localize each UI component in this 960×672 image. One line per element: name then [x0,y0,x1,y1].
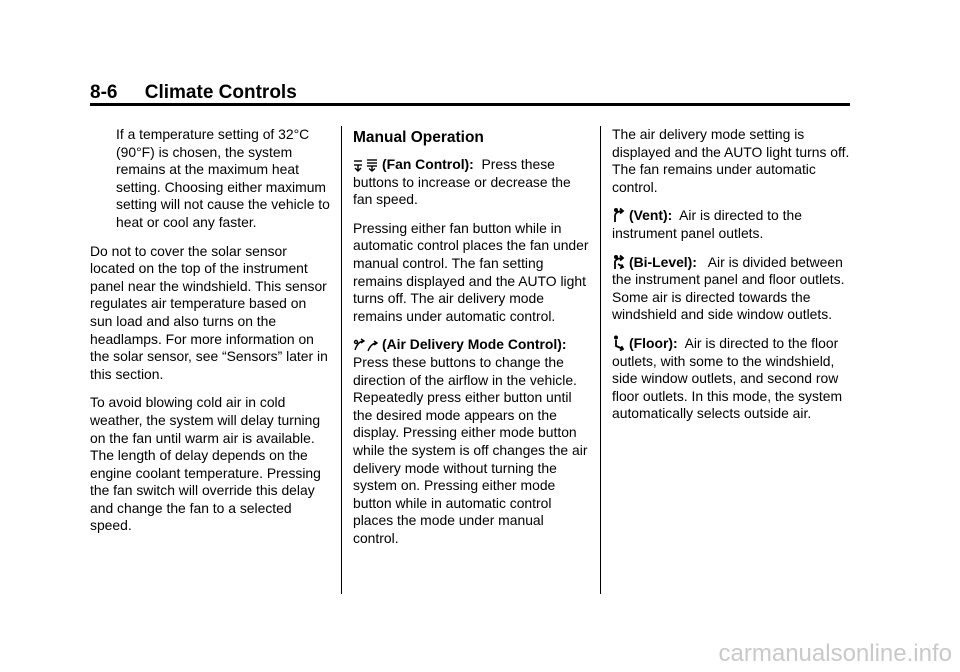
paragraph-fan-manual: Pressing either fan button while in automatic control places the fan under manual control. The fan setting remains displayed and the AUTO light turns off. The air delivery mode remains under automatic control. [353,219,589,324]
paragraph-solar-sensor: Do not to cover the solar sensor located on the top of the instrument panel near the windshield. This sensor regulates air temperature based on sun load and also turns on the headlamps. For more information on the solar sensor, see “Sensors” later in this section. [90,242,328,382]
bi-level-mode-icon [612,254,626,270]
floor-mode-icon [612,335,626,351]
bi-level-text: Air is divided between the instrument panel and floor outlets. Some air is directed towards the windshield and side window outlets. [612,253,845,323]
section-title-manual-operation: Manual Operation [353,129,484,146]
column-1 [90,126,330,546]
air-delivery-mode-icon [353,338,379,352]
paragraph-vent [612,207,852,242]
column-2 [353,126,589,558]
vent-term: (Vent): [629,207,673,224]
column-divider [600,126,601,594]
watermark: carmanualsonline.info [718,640,952,667]
column-divider [341,126,342,594]
paragraph-temperature-setting: If a temperature setting of 32°C (90°F) is chosen, the system remains at the maximum heat setting. Choosing either maximum setting will not cause the vehicle to heat or cool any faster. [116,126,330,230]
vent-text: Air is directed to the instrument panel outlets. [612,207,802,241]
paragraph-cold-air-delay: To avoid blowing cold air in cold weather, the system will delay turning on the fan until warm air is available. The length of delay depends on the engine coolant temperature. Pressing the fan switch will override this delay and change the fan to a selected speed. [90,394,321,534]
air-delivery-mode-text: Press these buttons to change the direction of the airflow in the vehicle. Repeatedly press either button until the desired mode appears on the display. Pressing either mode button while the system is off changes the air delivery mode without turning the system on. Pressing either mode button while in automatic control places the mode under manual control. [353,353,588,546]
paragraph-floor [612,335,852,423]
floor-text: Air is directed to the floor outlets, with some to the windshield, side window outlets, and second row floor outlets. In this mode, the system automatically selects outside air. [612,334,843,422]
vent-mode-icon [612,207,626,223]
paragraph-fan-control [353,156,589,209]
page-number: 8-6 [90,82,118,103]
floor-term: (Floor): [629,334,678,351]
column-3 [612,126,852,434]
paragraph-bi-level [612,254,852,324]
fan-control-term: (Fan Control): [382,156,474,172]
fan-icon [353,158,379,172]
paragraph-mode-setting-displayed: The air delivery mode setting is displayed and the AUTO light turns off. The fan remains under automatic control. [612,126,850,195]
fan-control-text: Press these buttons to increase or decrease the fan speed. [353,156,571,208]
air-delivery-mode-term: (Air Delivery Mode Control): [382,336,567,353]
chapter-title: Climate Controls [144,82,297,103]
paragraph-air-delivery-mode [353,336,589,547]
bi-level-term: (Bi-Level): [629,253,697,270]
header-rule [90,103,850,106]
